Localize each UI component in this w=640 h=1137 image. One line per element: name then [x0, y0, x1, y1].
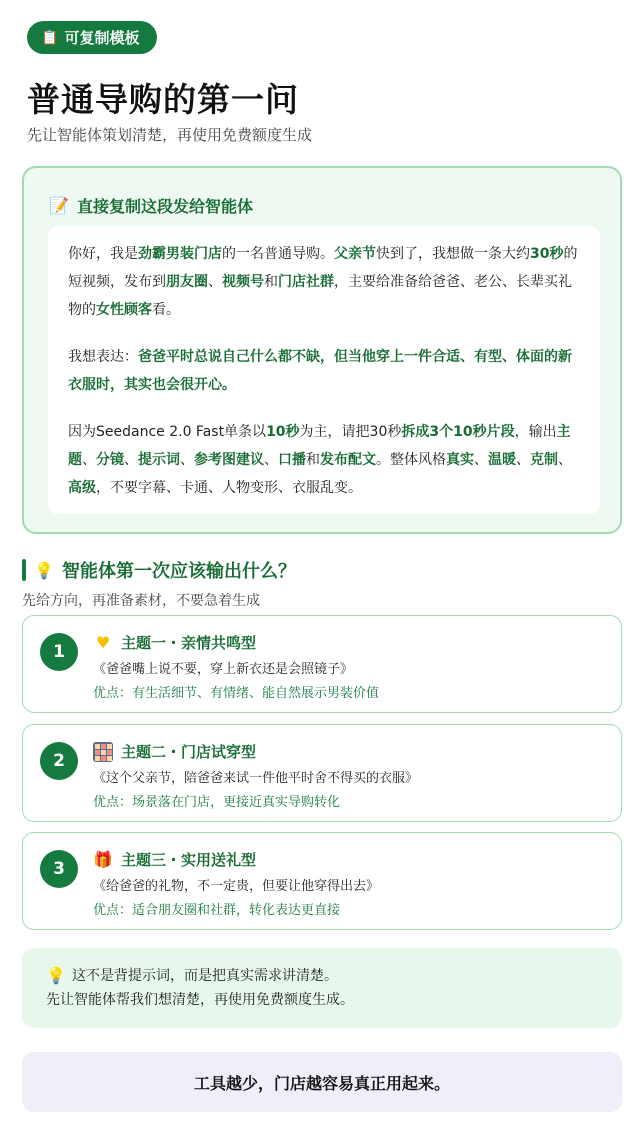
- option-title: 主题三・实用送礼型: [121, 851, 257, 869]
- option-title: 主题二・门店试穿型: [121, 743, 257, 761]
- plain-text: 、: [264, 452, 278, 468]
- badge-label: 可复制模板: [64, 29, 140, 47]
- plain-text: 、: [82, 452, 96, 468]
- plain-text: 、: [474, 452, 488, 468]
- plain-text: 、: [558, 452, 572, 468]
- option-note: 优点：适合朋友圈和社群，转化表达更直接: [93, 903, 341, 918]
- highlight-text: 口播: [278, 452, 306, 468]
- option-card: [22, 724, 622, 822]
- clipboard-icon: 📋: [41, 29, 59, 46]
- section-subtitle: 先给方向，再准备素材，不要急着生成: [22, 593, 260, 609]
- plain-text: ，输出: [514, 424, 557, 440]
- highlight-text: 拆成3个10秒片段: [401, 424, 515, 440]
- prompt-paragraph-2: [68, 343, 582, 399]
- highlight-text: 分镜: [96, 452, 124, 468]
- highlight-text: 高级: [68, 480, 96, 496]
- option-title-row: [93, 741, 256, 762]
- plain-text: 因为Seedance 2.0 Fast单条以: [68, 424, 267, 440]
- highlight-text: 克制: [530, 452, 558, 468]
- highlight-text: 朋友圈: [166, 274, 208, 290]
- option-number: 2: [40, 742, 78, 780]
- plain-text: 、: [208, 274, 222, 290]
- plain-text: 的短视频，发布到: [68, 246, 578, 290]
- prompt-paragraph-3: [68, 418, 582, 502]
- plain-text: ，主要给准备给爸爸、老公、长辈买礼物的: [68, 274, 572, 318]
- highlight-text: 参考图建议: [194, 452, 264, 468]
- highlight-text: 温暖: [488, 452, 516, 468]
- plain-text: ，不要字幕、卡通、人物变形、衣服乱变。: [96, 480, 362, 496]
- option-quote: 《这个父亲节，陪爸爸来试一件他平时舍不得买的衣服》: [93, 771, 419, 786]
- option-quote: 《爸爸嘴上说不要，穿上新衣还是会照镜子》: [93, 662, 354, 677]
- plain-text: 为主，请把30秒: [299, 424, 402, 440]
- highlight-text: 提示词: [138, 452, 180, 468]
- option-number: 1: [40, 633, 78, 671]
- option-card: [22, 615, 622, 713]
- section-header: [22, 558, 296, 582]
- heart-icon: ♥: [95, 633, 111, 652]
- highlight-text: 真实: [446, 452, 474, 468]
- plain-text: 、: [516, 452, 530, 468]
- option-number: 3: [40, 850, 78, 888]
- plain-text: 。整体风格: [376, 452, 446, 468]
- template-badge: [27, 21, 157, 54]
- tip-text-2: 先让智能体帮我们想清楚，再使用免费额度生成。: [46, 992, 354, 1008]
- option-note: 优点：有生活细节、有情绪、能自然展示男装价值: [93, 686, 380, 701]
- highlight-text: 门店社群: [278, 274, 334, 290]
- prompt-card-title: 直接复制这段发给智能体: [77, 197, 254, 216]
- prompt-card-header: [49, 194, 253, 217]
- option-note: 优点：场景落在门店，更接近真实导购转化: [93, 795, 341, 810]
- highlight-text: 爸爸平时总说自己什么都不缺，但当他穿上一件合适、有型、体面的新衣服时，其实也会很开心。: [68, 349, 572, 393]
- highlight-text: 女性顾客: [96, 302, 152, 318]
- gift-icon: 🎁: [93, 850, 113, 869]
- lightbulb-icon: 💡: [34, 560, 54, 580]
- plain-text: 我想表达：: [68, 349, 138, 365]
- plain-text: 快到了，我想做一条大约: [376, 246, 530, 262]
- option-quote: 《给爸爸的礼物，不一定贵，但要让他穿得出去》: [93, 879, 380, 894]
- option-title-row: [93, 632, 256, 653]
- footer-banner: 工具越少，门店越容易真正用起来。: [22, 1052, 622, 1112]
- option-card: [22, 832, 622, 930]
- page-subtitle: 先让智能体策划清楚，再使用免费额度生成: [27, 126, 313, 144]
- prompt-text-box[interactable]: [48, 226, 600, 514]
- section-title: 智能体第一次应该输出什么？: [62, 561, 296, 582]
- plain-text: 和: [306, 452, 320, 468]
- prompt-card: [22, 166, 622, 534]
- option-title-row: [93, 849, 256, 870]
- highlight-text: 父亲节: [334, 246, 376, 262]
- page-title: 普通导购的第一问: [27, 80, 299, 119]
- highlight-text: 主题: [68, 424, 571, 468]
- plain-text: 和: [264, 274, 278, 290]
- plain-text: 、: [180, 452, 194, 468]
- plain-text: 的一名普通导购。: [222, 246, 334, 262]
- store-icon: [93, 742, 113, 762]
- highlight-text: 30秒: [530, 246, 564, 262]
- highlight-text: 劲霸男装门店: [138, 246, 222, 262]
- highlight-text: 视频号: [222, 274, 264, 290]
- memo-icon: 📝: [49, 196, 69, 215]
- plain-text: 看。: [152, 302, 180, 318]
- lightbulb-icon: 💡: [46, 966, 66, 985]
- plain-text: 、: [124, 452, 138, 468]
- highlight-text: 10秒: [266, 424, 300, 440]
- prompt-paragraph-1: [68, 240, 582, 324]
- option-title: 主题一・亲情共鸣型: [121, 634, 257, 652]
- tip-box: [22, 948, 622, 1028]
- section-accent-bar: [22, 559, 26, 581]
- plain-text: 你好，我是: [68, 246, 138, 262]
- highlight-text: 发布配文: [320, 452, 376, 468]
- tip-line-1: [46, 964, 622, 988]
- tip-text-1: 这不是背提示词，而是把真实需求讲清楚。: [72, 968, 338, 984]
